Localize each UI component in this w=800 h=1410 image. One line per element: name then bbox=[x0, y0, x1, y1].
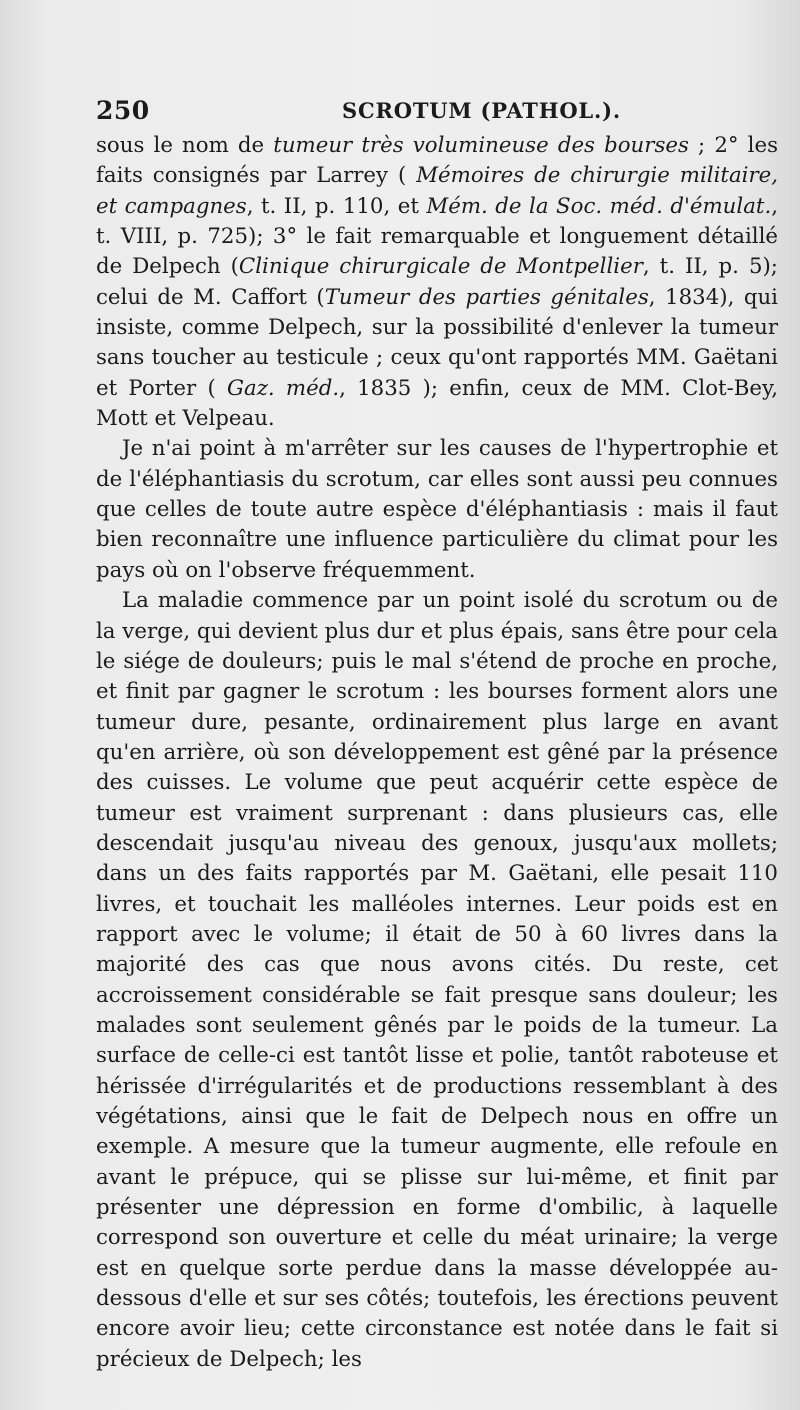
paragraph-maladie bbox=[96, 586, 778, 1375]
paragraph-continuation bbox=[96, 131, 778, 434]
paragraph-causes bbox=[96, 434, 778, 586]
body-text bbox=[96, 131, 778, 1375]
running-head bbox=[96, 96, 786, 126]
text-run: , 1835 ); enfin, ceux de MM. Clot-Bey, Mott et Velpeau. bbox=[96, 375, 779, 432]
text-run: , t. II, p. 110, et bbox=[246, 193, 427, 219]
text-run: La maladie commence par un point isolé du scrotum ou de la verge, qui devient plus dur et plus épais, sans être pour cela le siége de douleurs; puis le mal s'étend de proche en proche, et finit par gagner le scrotum : les bourses forment alors une tumeur dure, pesante, ordinairement plus large en avant qu'en arrière, où son développement est gêné par la présence des cuisses. Le volume que peut acquérir cette espèce de tumeur est vraiment surprenant : dans plusieurs cas, elle descendait jusqu'au niveau des genoux, jusqu'aux mollets; dans un des faits rapportés par M. Gaëtani, elle pesait 110 livres, et touchait les malléoles internes. Leur poids est en rapport avec le volume; il était de 50 à 60 livres dans la majorité des cas que nous avons cités. Du reste, cet accroissement considérable se fait presque sans douleur; les malades sont seulement gênés par le poids de la tumeur. La surface de celle-ci est tantôt lisse et polie, tantôt raboteuse et hérissée d'irrégularités et de productions ressemblant à des végétations, ainsi que le fait de Delpech nous en offre un exemple. A mesure que la tumeur augmente, elle refoule en avant le prépuce, qui se plisse sur lui-même, et finit par présenter une dépression en forme d'ombilic, à laquelle correspond son ouverture et celle du méat urinaire; la verge est en quelque sorte perdue dans la masse développée au-dessous d'elle et sur ses côtés; toutefois, les érections peuvent encore avoir lieu; cette circonstance est notée dans le fait si précieux de Delpech; les bbox=[96, 588, 778, 1372]
running-title: SCROTUM (PATHOL.). bbox=[342, 98, 621, 123]
text-run-italic: Tumeur des parties génitales bbox=[324, 284, 649, 310]
text-run-italic: Clinique chirurgicale de Montpellier bbox=[238, 254, 643, 280]
text-run: Je n'ai point à m'arrêter sur les causes de l'hypertrophie et de l'éléphantiasis du scrotum, car elles sont aussi peu connues que celles de toute autre espèce d'éléphantiasis : mais il faut bien reconnaître une influence particulière du climat pour les pays où on l'observe fréquemment. bbox=[96, 436, 778, 583]
text-run-italic: Mémoires de chirurgie militaire, et campagnes bbox=[96, 163, 779, 219]
text-run: , t. II, p. 5); celui de M. Caffort ( bbox=[96, 254, 778, 310]
text-run: , t. VIII, p. 725); 3° le fait remarquable et longuement détaillé de Delpech ( bbox=[96, 193, 778, 280]
text-run: , 1834), qui insiste, comme Delpech, sur la possibilité d'enlever la tumeur sans toucher au testicule ; ceux qu'ont rapportés MM. Gaëtani et Porter ( bbox=[96, 284, 778, 401]
text-run-italic: tumeur très volumineuse des bourses bbox=[273, 133, 689, 158]
text-run: sous le nom de bbox=[96, 133, 274, 158]
page-number: 250 bbox=[96, 96, 150, 125]
text-run-italic: Mém. de la Soc. méd. d'émulat. bbox=[426, 193, 772, 219]
text-run: ; 2° les faits consignés par Larrey ( bbox=[96, 133, 778, 189]
text-run-italic: Gaz. méd. bbox=[226, 375, 340, 401]
